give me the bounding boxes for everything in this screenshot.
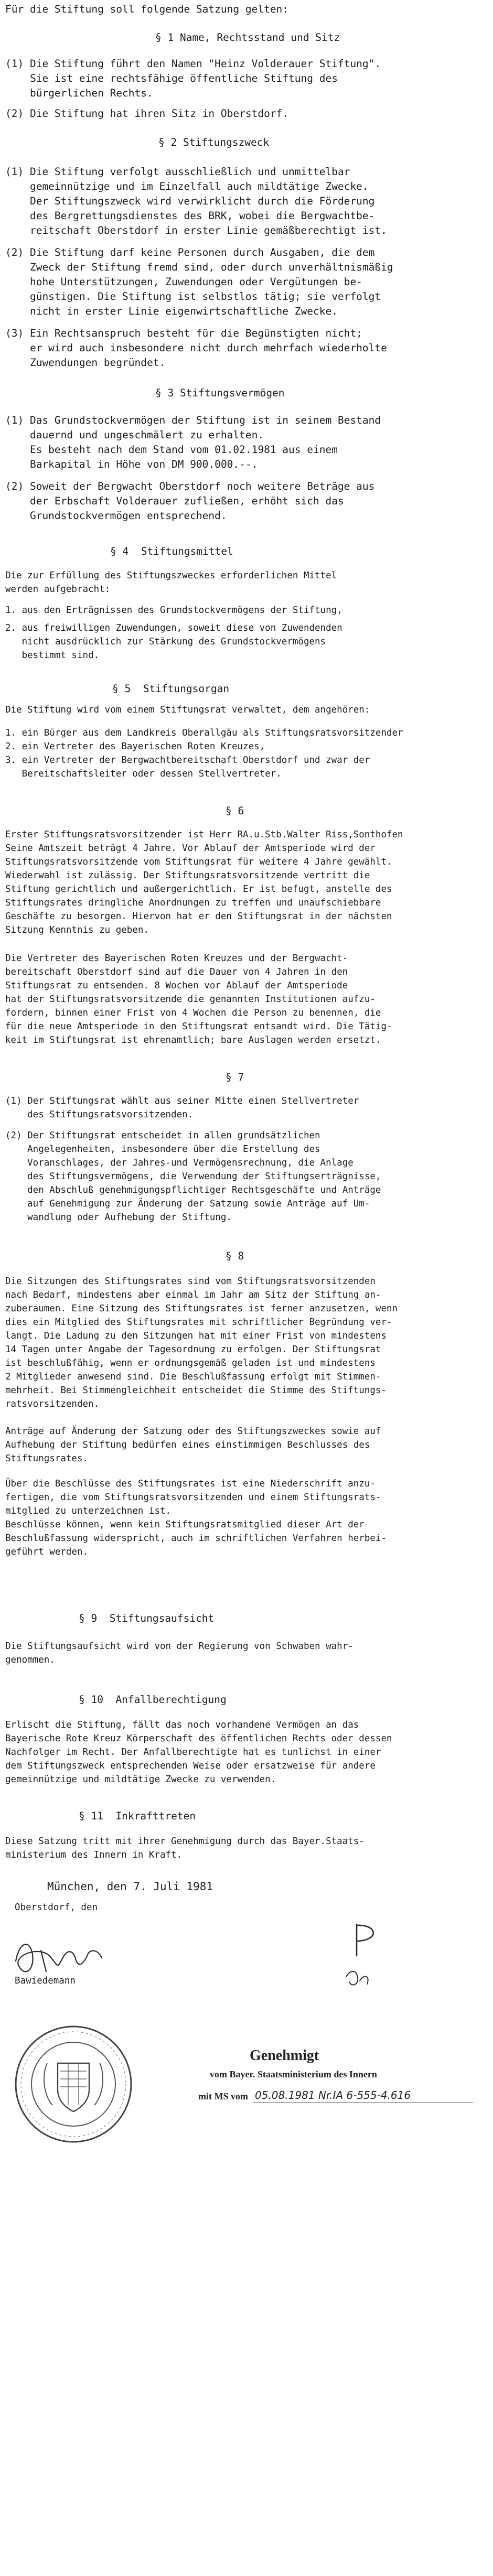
- section-9-heading: § 9 Stiftungsaufsicht: [79, 1612, 215, 1624]
- s8-b-line-2: Aufhebung der Stiftung bedürfen eines einstimmigen Beschlusses des: [5, 1440, 370, 1450]
- s6-a-line-1: Erster Stiftungsratsvorsitzender ist Herr RA.u.Stb.Walter Riss,Sonthofen: [5, 829, 403, 840]
- s6-a-line-8: Sitzung Kenntnis zu geben.: [5, 925, 149, 935]
- s1-p1-line-3: bürgerlichen Rechts.: [5, 87, 153, 99]
- section-4-heading: § 4 Stiftungsmittel: [110, 545, 233, 557]
- section-1-heading: § 1 Name, Rechtsstand und Sitz: [155, 31, 340, 44]
- s8-a-line-7: ist beschlußfähig, wenn er ordnungsgemäß geladen ist und mindestens: [5, 1358, 376, 1368]
- stamp-subtitle: vom Bayer. Staatsministerium des Innern: [210, 2069, 377, 2079]
- s3-p1-line-4: Barkapital in Höhe von DM 900.000.--.: [5, 458, 258, 470]
- official-seal-icon: [10, 2021, 136, 2147]
- s2-p1-line-5: reitschaft Oberstdorf in erster Linie gemäßberechtigt ist.: [5, 224, 387, 236]
- s8-a-line-8: 2 Mitglieder anwesend sind. Die Beschlußfassung erfolgt mit Stimmen-: [5, 1372, 381, 1382]
- s5-item-2: 2. ein Vertreter des Bayerischen Roten Kreuzes,: [5, 741, 265, 752]
- s7-p2-line-5: den Abschluß genehmigungspflichtiger Rechtsgeschäfte und Anträge: [5, 1185, 381, 1195]
- s6-a-line-3: Stiftungsratsvorsitzende vom Stiftungsrat für weitere 4 Jahre gewählt.: [5, 857, 392, 867]
- s6-b-line-5: fordern, binnen einer Frist von 4 Wochen die Person zu benennen, die: [5, 1008, 381, 1018]
- s6-a-line-2: Seine Amtszeit beträgt 4 Jahre. Vor Ablauf der Amtsperiode wird der: [5, 843, 376, 854]
- s2-p1-line-4: des Bergrettungsdienstes des BRK, wobei die Bergwachtbe-: [5, 210, 375, 222]
- s8-a-line-4: dies ein Mitglied des Stiftungsrates mit schriftlicher Begründung ver-: [5, 1317, 392, 1328]
- s8-c-line-4: Beschlüsse können, wenn kein Stiftungsratsmitglied dieser Art der: [5, 1519, 365, 1530]
- second-signature: [325, 1919, 409, 1998]
- s10-line-5: gemeinnützige und mildtätige Zwecke zu verwenden.: [5, 1774, 276, 1785]
- s2-p2-line-1: (2) Die Stiftung darf keine Personen durch Ausgaben, die dem: [5, 246, 375, 258]
- s7-p2-line-6: auf Genehmigung zur Änderung der Satzung sowie Anträge auf Um-: [5, 1199, 370, 1209]
- s2-p2-line-5: nicht in erster Linie eigenwirtschaftliche Zwecke.: [5, 305, 338, 317]
- section-8-heading: § 8: [226, 1250, 244, 1262]
- s8-a-line-3: zuberaumen. Eine Sitzung des Stiftungsrates ist ferner anzusetzen, wenn: [5, 1303, 398, 1314]
- s5-item-3-line-1: 3. ein Vertreter der Bergwachtbereitschaft Oberstdorf und zwar der: [5, 755, 370, 766]
- s8-a-line-6: 14 Tagen unter Angabe der Tagesordnung zu erfolgen. Der Stiftungsrat: [5, 1344, 381, 1355]
- s2-p1-line-2: gemeinnützige und im Einzelfall auch mildtätige Zwecke.: [5, 180, 369, 192]
- s7-p2-line-7: wandlung oder Aufhebung der Stiftung.: [5, 1212, 232, 1223]
- s11-line-1: Diese Satzung tritt mit ihrer Genehmigung durch das Bayer.Staats-: [5, 1836, 365, 1847]
- s8-a-line-9: mehrheit. Bei Stimmengleichheit entscheidet die Stimme des Stiftungs-: [5, 1385, 387, 1396]
- stamp-ref-date: 05.08.1981 Nr.IA 6-555-4.616: [255, 2089, 411, 2101]
- s10-line-2: Bayerische Rote Kreuz Körperschaft des öffentlichen Rechts oder dessen: [5, 1733, 392, 1744]
- s2-p1-line-3: Der Stiftungszweck wird verwirklicht durch die Förderung: [5, 195, 375, 207]
- s1-p2-line-1: (2) Die Stiftung hat ihren Sitz in Oberstdorf.: [5, 107, 289, 120]
- s3-p2-line-1: (2) Soweit der Bergwacht Oberstdorf noch weitere Beträge aus: [5, 480, 375, 492]
- s5-item-1: 1. ein Bürger aus dem Landkreis Oberallgäu als Stiftungsratsvorsitzender: [5, 728, 403, 738]
- s1-p1-line-2: Sie ist eine rechtsfähige öffentliche Stiftung des: [5, 72, 338, 84]
- s8-a-line-1: Die Sitzungen des Stiftungsrates sind vom Stiftungsratsvorsitzenden: [5, 1276, 376, 1287]
- section-7-heading: § 7: [226, 1071, 244, 1083]
- s4-item-2-line-3: bestimmt sind.: [5, 650, 100, 661]
- s8-a-line-2: nach Bedarf, mindestens aber einmal im Jahr am Sitz der Stiftung an-: [5, 1290, 381, 1300]
- s6-b-line-6: für die neue Amtsperiode in den Stiftungsrat entsandt wird. Die Tätig-: [5, 1021, 392, 1032]
- s6-a-line-6: Stiftungsrates dringliche Anordnungen zu treffen und unaufschiebbare: [5, 898, 381, 908]
- s2-p3-line-3: Zuwendungen begründet.: [5, 357, 166, 369]
- stamp-title: Genehmigt: [250, 2047, 319, 2064]
- s6-b-line-7: keit im Stiftungsrat ist ehrenamtlich; bare Auslagen werden ersetzt.: [5, 1035, 381, 1046]
- s10-line-1: Erlischt die Stiftung, fällt das noch vorhandene Vermögen an das: [5, 1720, 359, 1730]
- s3-p1-line-3: Es besteht nach dem Stand vom 01.02.1981 aus einem: [5, 444, 338, 456]
- s2-p3-line-2: er wird auch insbesondere nicht durch mehrfach wiederholte: [5, 342, 387, 354]
- s8-c-line-6: geführt werden.: [5, 1547, 89, 1557]
- s6-a-line-5: Stiftung gerichtlich und außergerichtlich. Er ist befugt, anstelle des: [5, 884, 392, 894]
- place-date: München, den 7. Juli 1981: [47, 1880, 213, 1893]
- place-oberstdorf: Oberstdorf, den: [15, 1902, 98, 1913]
- s2-p3-line-1: (3) Ein Rechtsanspruch besteht für die Begünstigten nicht;: [5, 327, 362, 339]
- s8-c-line-5: Beschlußfassung widerspricht, auch im schriftlichen Verfahren herbei-: [5, 1533, 387, 1544]
- section-10-heading: § 10 Anfallberechtigung: [79, 1694, 227, 1706]
- s1-p1-line-1: (1) Die Stiftung führt den Namen "Heinz Volderauer Stiftung".: [5, 58, 381, 70]
- section-6-heading: § 6: [226, 805, 244, 817]
- s4-line-1: Die zur Erfüllung des Stiftungszweckes erforderlichen Mittel: [5, 570, 337, 581]
- s9-line-1: Die Stiftungsaufsicht wird von der Regierung von Schwaben wahr-: [5, 1641, 353, 1652]
- section-3-heading: § 3 Stiftungsvermögen: [155, 387, 285, 399]
- s4-line-2: werden aufgebracht:: [5, 584, 111, 595]
- s4-item-2-line-2: nicht ausdrücklich zur Stärkung des Grundstockvermögens: [5, 637, 326, 647]
- s6-a-line-7: Geschäfte zu besorgen. Hiervon hat er den Stiftungsrat in der nächsten: [5, 911, 392, 922]
- s7-p2-line-2: Angelegenheiten, insbesondere über die Erstellung des: [5, 1144, 320, 1155]
- s6-b-line-3: Stiftungsrat zu entsenden. 8 Wochen vor Ablauf der Amtsperiode: [5, 980, 348, 991]
- s3-p1-line-2: dauernd und ungeschmälert zu erhalten.: [5, 429, 264, 441]
- s3-p1-line-1: (1) Das Grundstockvermögen der Stiftung ist in seinem Bestand: [5, 414, 381, 426]
- section-2-heading: § 2 Stiftungszweck: [158, 136, 270, 148]
- signer-name: Bawiedemann: [15, 1976, 76, 1986]
- s8-b-line-1: Anträge auf Änderung der Satzung oder des Stiftungszweckes sowie auf: [5, 1426, 381, 1437]
- s5-line-1: Die Stiftung wird vom einem Stiftungsrat verwaltet, dem angehören:: [5, 705, 370, 715]
- s10-line-3: Nachfolger im Recht. Der Anfallberechtigte hat es tunlichst in einer: [5, 1747, 381, 1758]
- s8-c-line-3: mitglied zu unterzeichnen ist.: [5, 1506, 172, 1516]
- s6-b-line-2: bereitschaft Oberstdorf sind auf die Dauer von 4 Jahren in den: [5, 967, 348, 977]
- section-11-heading: § 11 Inkrafttreten: [79, 1810, 196, 1822]
- s10-line-4: dem Stiftungszweck entsprechenden Weise oder ersatzweise für andere: [5, 1761, 376, 1771]
- s4-item-1: 1. aus den Erträgnissen des Grundstockvermögens der Stiftung,: [5, 605, 342, 616]
- s8-a-line-5: langt. Die Ladung zu den Sitzungen hat mit einer Frist von mindestens: [5, 1331, 387, 1341]
- s2-p2-line-3: hohe Unterstützungen, Zuwendungen oder Vergütungen be-: [5, 276, 362, 288]
- s7-p2-line-4: des Stiftungsvermögens, die Verwendung der Stiftungserträgnisse,: [5, 1171, 381, 1182]
- s7-p2-line-3: Voranschlages, der Jahres-und Vermögensrechnung, die Anlage: [5, 1158, 353, 1168]
- s2-p1-line-1: (1) Die Stiftung verfolgt ausschließlich und unmittelbar: [5, 166, 350, 178]
- s7-p1-line-2: des Stiftungsratsvorsitzenden.: [5, 1109, 194, 1120]
- s6-b-line-1: Die Vertreter des Bayerischen Roten Kreuzes und der Bergwacht-: [5, 953, 348, 964]
- s4-item-2-line-1: 2. aus freiwilligen Zuwendungen, soweit diese von Zuwendenden: [5, 623, 342, 633]
- s8-a-line-10: ratsvorsitzenden.: [5, 1399, 100, 1409]
- s8-b-line-3: Stiftungsrates.: [5, 1453, 89, 1464]
- s9-line-2: genommen.: [5, 1655, 55, 1665]
- s2-p2-line-2: Zweck der Stiftung fremd sind, oder durch unverhältnismäßig: [5, 261, 393, 273]
- s3-p2-line-2: der Erbschaft Volderauer zufließen, erhöht sich das: [5, 495, 344, 507]
- s11-line-2: ministerium des Innern in Kraft.: [5, 1850, 183, 1860]
- s2-p2-line-4: günstigen. Die Stiftung ist selbstlos tätig; sie verfolgt: [5, 290, 381, 303]
- s6-b-line-4: hat der Stiftungsratsvorsitzende die genannten Institutionen aufzu-: [5, 994, 376, 1005]
- s8-c-line-2: fertigen, die vom Stiftungsratsvorsitzenden und einem Stiftungsrats-: [5, 1492, 381, 1503]
- s3-p2-line-3: Grundstockvermögen entsprechend.: [5, 510, 227, 522]
- s6-a-line-4: Wiederwahl ist zulässig. Der Stiftungsratsvorsitzende vertritt die: [5, 870, 370, 881]
- s5-item-3-line-2: Bereitschaftsleiter oder dessen Stellvertreter.: [5, 769, 282, 779]
- stamp-ref-prefix: mit MS vom: [198, 2091, 248, 2101]
- s8-c-line-1: Über die Beschlüsse des Stiftungsrates ist eine Niederschrift anzu-: [5, 1479, 376, 1489]
- s7-p1-line-1: (1) Der Stiftungsrat wählt aus seiner Mitte einen Stellvertreter: [5, 1096, 359, 1106]
- intro-text: Für die Stiftung soll folgende Satzung gelten:: [5, 3, 289, 15]
- section-5-heading: § 5 Stiftungsorgan: [112, 683, 230, 695]
- s7-p2-line-1: (2) Der Stiftungsrat entscheidet in allen grundsätzlichen: [5, 1130, 320, 1141]
